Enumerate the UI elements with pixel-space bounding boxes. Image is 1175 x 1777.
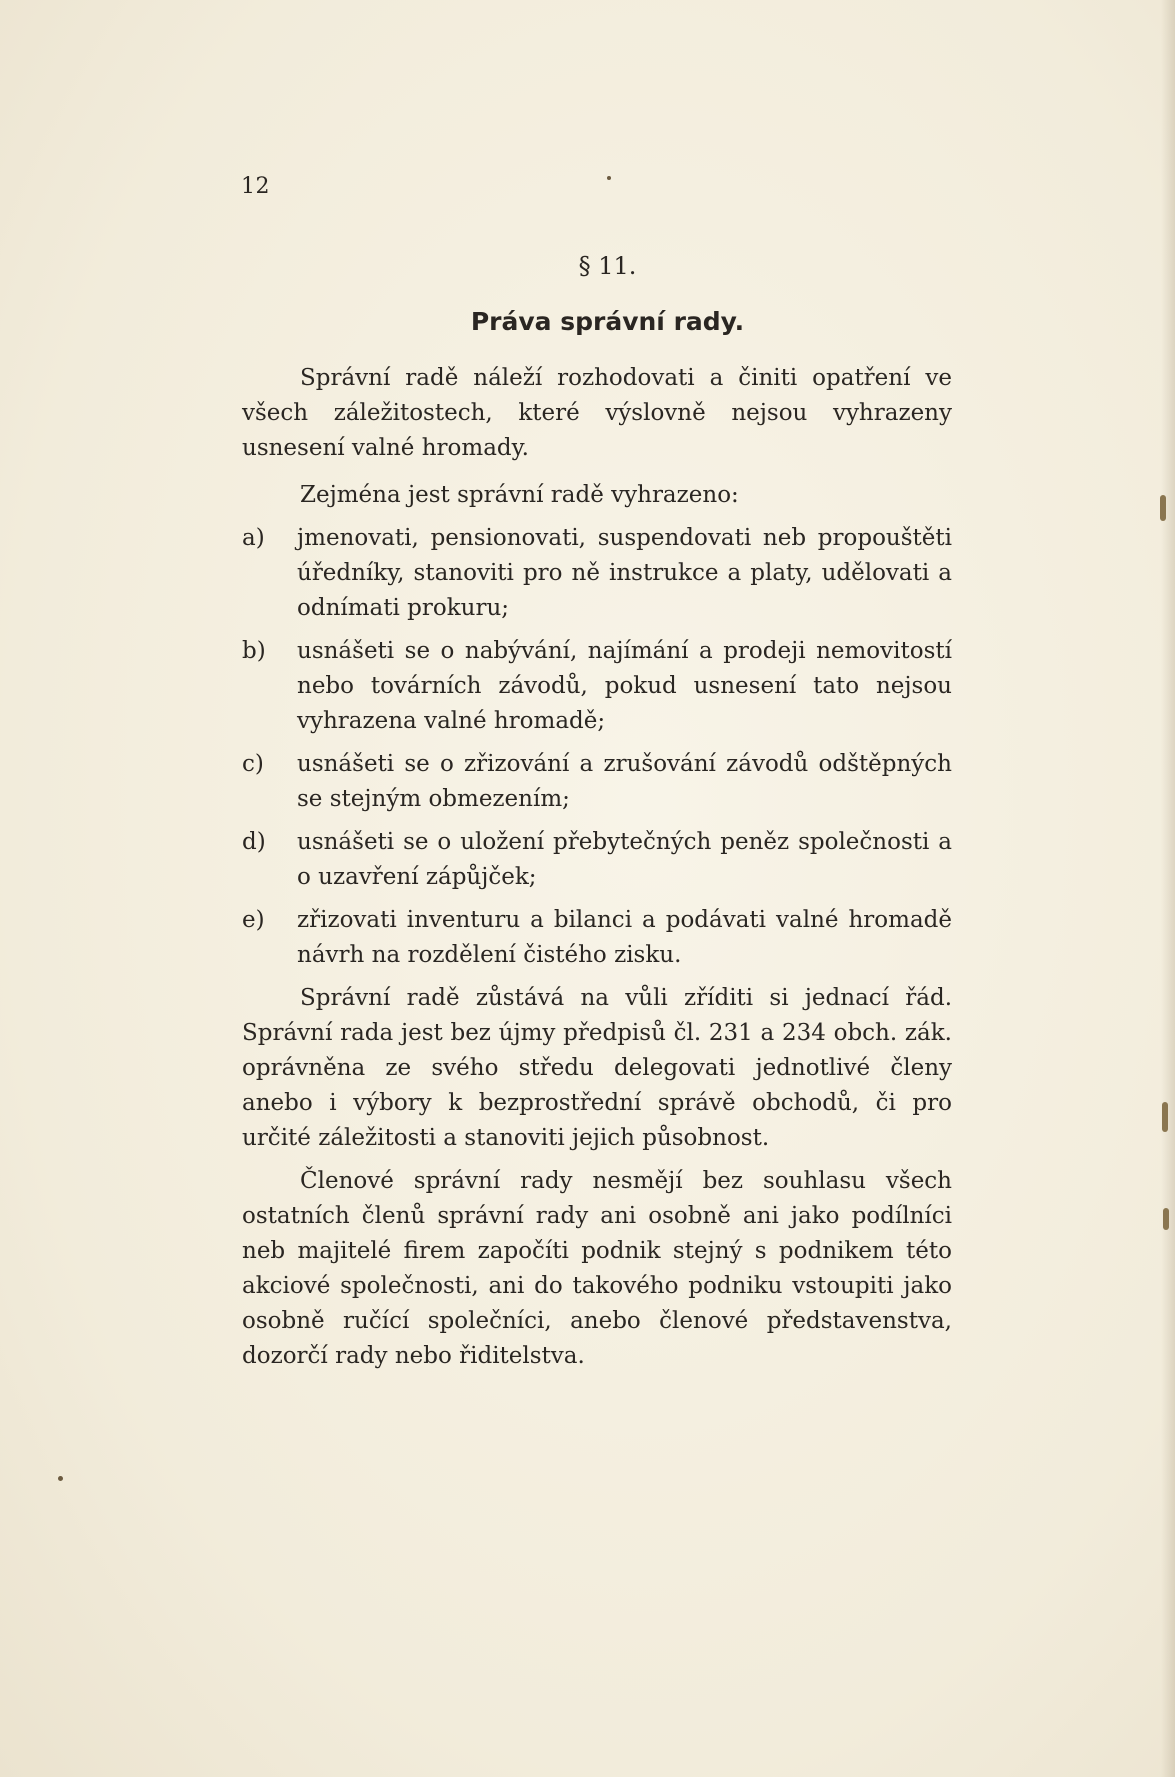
section-number: § 11. (578, 252, 637, 280)
list-item-d (242, 825, 952, 895)
paragraph-clenove: Členové správní rady nesmějí bez souhlasu všech ostatních členů správní rady ani osobně ani jako podílníci neb majitelé firem započíti podnik stejný s podnikem této akciové společnosti, ani do takového podniku vstoupiti jako osobně ručící společníci, anebo členové představenstva, dozorčí rady nebo řiditelstva. (242, 1168, 952, 1369)
list-item-b (242, 634, 952, 739)
paragraph-intro: Správní radě náleží rozhodovati a činiti opatření ve všech záležitostech, které výslovně nejsou vyhrazeny usnesení valné hromady. (242, 365, 952, 461)
paper-speck (1162, 1102, 1168, 1132)
list-item-a (242, 521, 952, 626)
list-item-text: usnášeti se o zřizování a zrušování závodů odštěpných se stejným obmezením; (297, 751, 952, 812)
list-item-letter: b) (242, 638, 266, 664)
list-item-text: usnášeti se o nabývání, najímání a prodeji nemovitostí nebo továrních závodů, pokud usnesení tato nejsou vyhrazena valné hromadě; (297, 638, 952, 734)
page-number: 12 (241, 174, 270, 199)
list-item-text: zřizovati inventuru a bilanci a podávati valné hromadě návrh na rozdělení čistého zisku. (297, 907, 952, 968)
list-item-letter: c) (242, 751, 264, 777)
enumerated-list (242, 521, 952, 973)
section-heading: Práva správní rady. (470, 307, 745, 336)
list-item-text: usnášeti se o uložení přebytečných peněz společnosti a o uzavření zápůjček; (297, 829, 952, 890)
list-item-e (242, 903, 952, 973)
paper-speck (607, 176, 611, 180)
paper-speck (58, 1476, 63, 1481)
list-item-letter: d) (242, 829, 266, 855)
paragraph-zejmena: Zejména jest správní radě vyhrazeno: (300, 482, 739, 508)
paper-speck (1160, 495, 1166, 521)
paragraph-jednaci-rad: Správní radě zůstává na vůli zříditi si jednací řád. Správní rada jest bez újmy předpisů čl. 231 a 234 obch. zák. oprávněna ze svého středu delegovati jednotlivé členy anebo i výbory k bezprostřední správě obchodů, či pro určité záležitosti a stanoviti jejich působnost. (242, 985, 952, 1151)
paper-speck (1163, 1208, 1169, 1230)
list-item-letter: a) (242, 525, 265, 551)
list-item-text: jmenovati, pensionovati, suspendovati neb propouštěti úředníky, stanoviti pro ně instrukce a platy, udělovati a odnímati prokuru; (297, 525, 952, 621)
body-text (242, 361, 952, 1374)
list-item-c (242, 747, 952, 817)
list-item-letter: e) (242, 907, 265, 933)
